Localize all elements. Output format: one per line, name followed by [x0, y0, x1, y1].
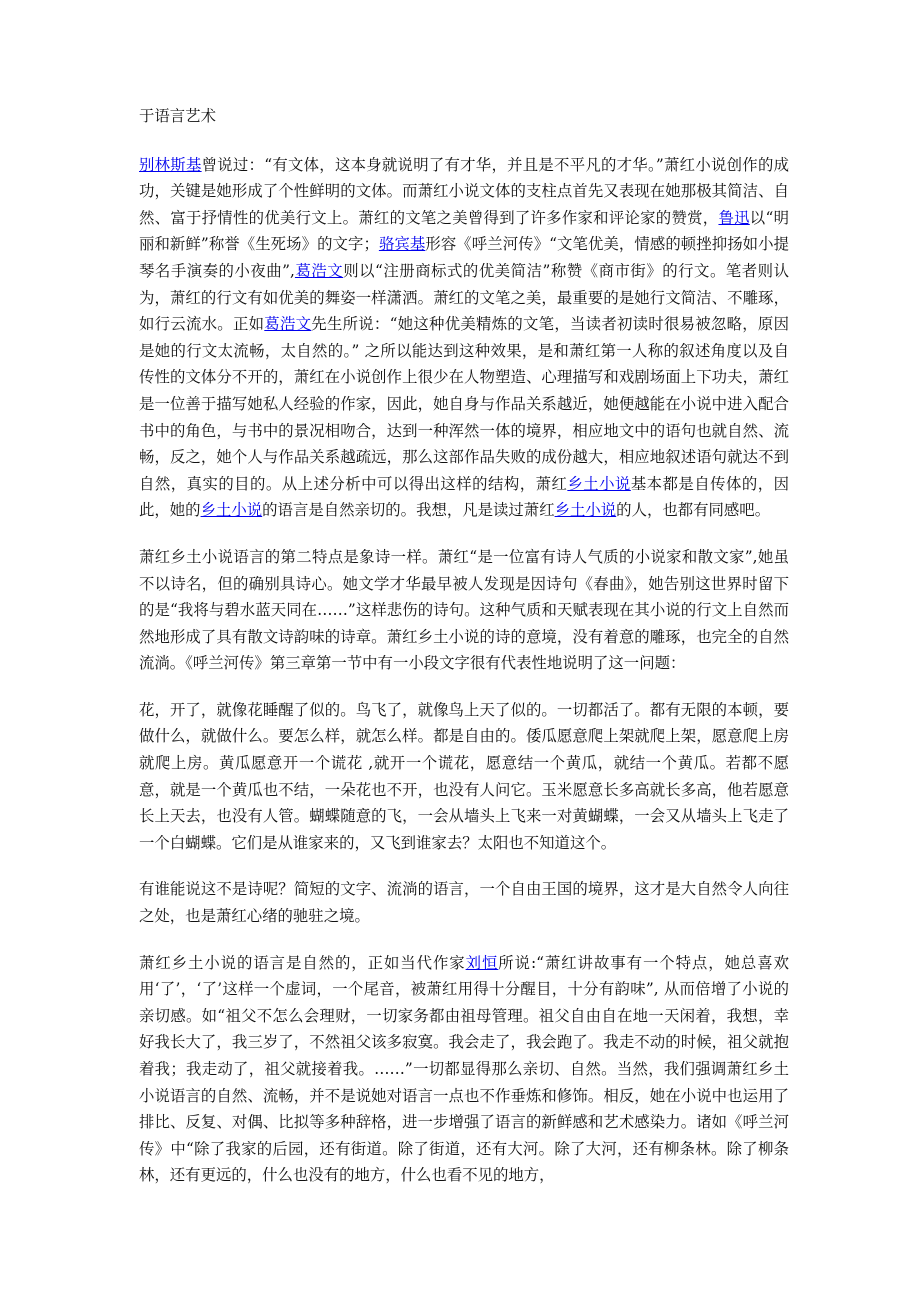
- paragraph-5: [139, 950, 789, 1189]
- document-body: [139, 103, 789, 1189]
- text-run: 则以“注册商标式的优美简洁”称赞《商市街》的行文。笔者则认为，萧红的行文有如优美的舞姿一样潇洒。萧红的文笔之美，最重要的是她行文简洁、不雕琢，如行云流水。正如: [139, 261, 789, 334]
- inline-link[interactable]: 葛浩文: [264, 315, 312, 334]
- spacer: [139, 524, 789, 544]
- text-run: 萧红乡土小说的语言是自然的，正如当代作家: [139, 953, 466, 972]
- paragraph-4: 有谁能说这不是诗呢？简短的文字、流淌的语言，一个自由王国的境界，这才是大自然令人向往之处，也是萧红心绪的驰驻之境。: [139, 880, 789, 926]
- spacer: [139, 130, 789, 152]
- inline-link[interactable]: 乡土小说: [554, 501, 617, 520]
- inline-link[interactable]: 鲁迅: [718, 208, 750, 227]
- text-run: 形容《呼兰河传》“文笔优美，情感的顿挫抑扬如小提琴名手演奏的小夜曲”,: [139, 235, 789, 280]
- text-run: 曾说过：“有文体，这本身就说明了有才华，并且是不平凡的才华。”萧红小说创作的成功，关键是她形成了个性鲜明的文体。而萧红小说文体的支柱点首先又表现在她那极其简洁、自然、富于抒情性的优美行文上。萧红的文笔之美曾得到了许多作家和评论家的赞赏，: [139, 155, 789, 227]
- spacer: [139, 677, 789, 697]
- text-run: 的语言是自然亲切的。我想，凡是读过萧红: [262, 501, 555, 520]
- spacer: [139, 930, 789, 950]
- paragraph-2: 萧红乡土小说语言的第二特点是象诗一样。萧红“是一位富有诗人气质的小说家和散文家”,她虽不以诗名，但的确别具诗心。她文学才华最早被人发现是因诗句《春曲》，她告别这世界时留下的是“我将与碧水蓝天同在……”这样悲伤的诗句。这种气质和天赋表现在其小说的行文上自然而然地形成了具有散文诗韵味的诗章。萧红乡土小说的诗的意境，没有着意的雕琢，也完全的自然流淌。《呼兰河传》第三章第一节中有一小段文字很有代表性地说明了这一问题：: [139, 547, 789, 673]
- spacer: [139, 856, 789, 876]
- inline-link[interactable]: 别林斯基: [139, 155, 202, 174]
- paragraph-1: [139, 152, 789, 524]
- inline-link[interactable]: 骆宾基: [378, 235, 426, 254]
- text-run: 基本都是自传体的，因此，她的: [139, 474, 789, 520]
- text-run: 的人，也都有同感吧。: [616, 501, 771, 520]
- paragraph-3-quote: 花，开了，就像花睡醒了似的。鸟飞了，就像鸟上天了似的。一切都活了。都有无限的本顿，要做什么，就做什么。要怎么样，就怎么样。都是自由的。倭瓜愿意爬上架就爬上架，愿意爬上房就爬上房。黄瓜愿意开一个谎花 ,就开一个谎花，愿意结一个黄瓜，就结一个黄瓜。若都不愿意，就是一个黄瓜也不结，一朵花也不开，也没有人问它。玉米愿意长多高就长多高，他若愿意长上天去，也没有人管。蝴蝶随意的飞，一会从墙头上飞来一对黄蝴蝶，一会又从墙头上飞走了一个白蝴蝶。它们是从谁家来的，又飞到谁家去？太阳也不知道这个。: [139, 700, 789, 852]
- inline-link[interactable]: 葛浩文: [294, 261, 344, 280]
- inline-link[interactable]: 乡土小说: [567, 474, 631, 493]
- inline-link[interactable]: 刘恒: [465, 953, 499, 972]
- section-heading: 于语言艺术: [139, 107, 216, 125]
- text-run: 所说:“萧红讲故事有一个特点，她总喜欢用‘了’，‘了’这样一个虚词，一个尾音，被萧红用得十分醒目，十分有韵味”, 从而倍增了小说的亲切感。如“祖父不怎么会理财，一切家务都由祖母管理。祖父自由自在地一天闲着，我想，幸好我长大了，我三岁了，不然祖父该多寂寞。我会走了，我会跑了。我走不动的时候，祖父就抱着我；我走动了，祖父就接着我。……”一切都显得那么亲切、自然。当然，我们强调萧红乡土小说语言的自然、流畅，并不是说她对语言一点也不作垂炼和修饰。相反，她在小说中也运用了排比、反复、对偶、比拟等多种辞格，进一步增强了语言的新鲜感和艺术感染力。诸如《呼兰河传》中“除了我家的后园，还有街道。除了街道，还有大河。除了大河，还有柳条林。除了柳条林，还有更远的，什么也没有的地方，什么也看不见的地方，: [139, 953, 789, 1185]
- inline-link[interactable]: 乡土小说: [200, 501, 263, 520]
- text-run: 先生所说：“她这种优美精炼的文笔，当读者初读时很易被忽略，原因是她的行文太流畅，太自然的。” 之所以能达到这种效果，是和萧红第一人称的叙述角度以及自传性的文体分不开的，萧红在小说创作上很少在人物塑造、心理描写和戏剧场面上下功夫，萧红是一位善于描写她私人经验的作家，因此，她自身与作品关系越近，她便越能在小说中进入配合书中的角色，与书中的景况相吻合，达到一种浑然一体的境界，相应地文中的语句也就自然、流畅，反之，她个人与作品关系越疏远，那么这部作品失败的成份越大，相应地叙述语句就达不到自然，真实的目的。从上述分析中可以得出这样的结构，萧红: [139, 315, 789, 493]
- text-run: 以“明丽和新鲜”称誉《生死场》的文字；: [139, 208, 789, 254]
